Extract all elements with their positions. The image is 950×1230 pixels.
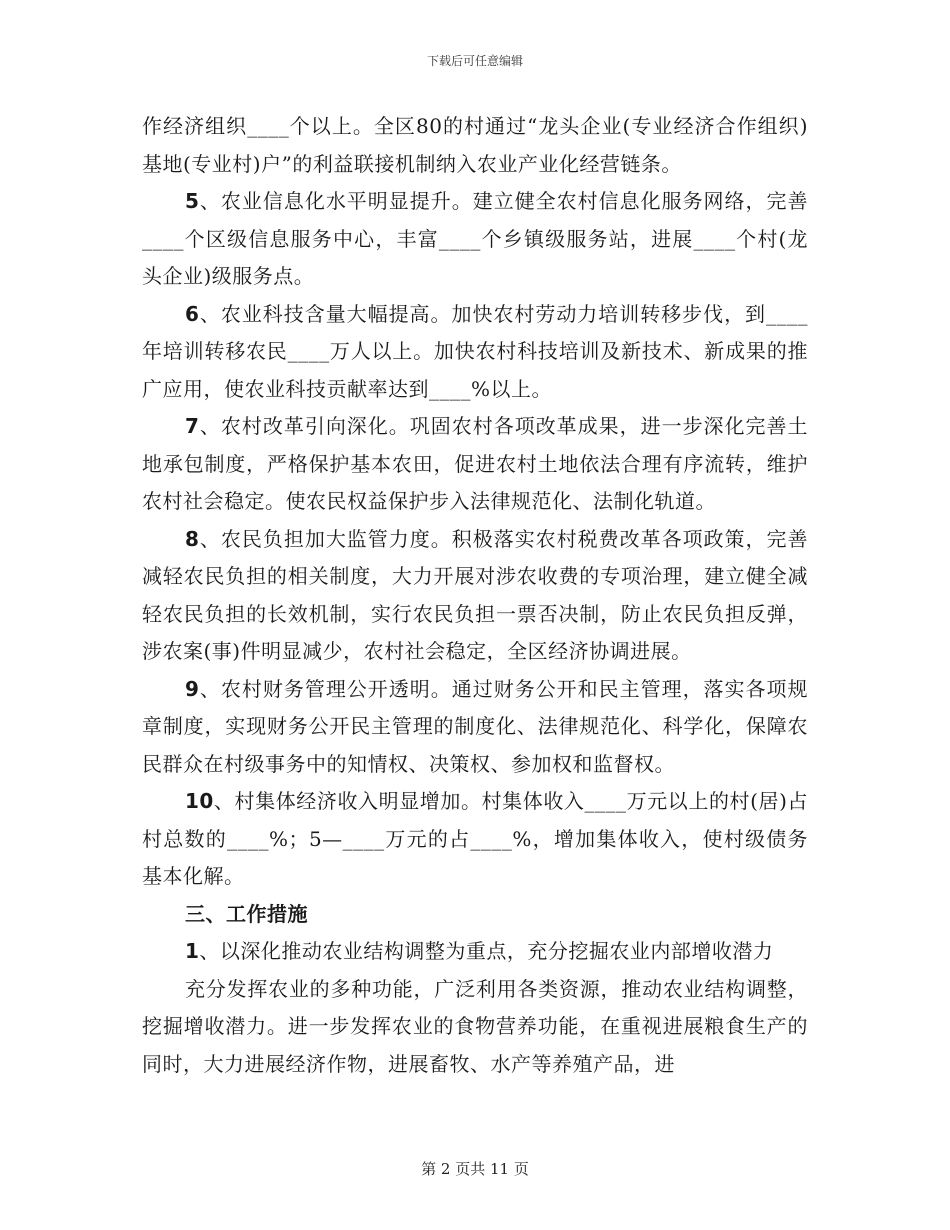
measure-heading: 1、以深化推动农业结构调整为重点，充分挖掘农业内部增收潜力: [185, 939, 774, 963]
page-header: 下载后可任意编辑: [426, 54, 523, 68]
paragraph-item-7: 7、农村改革引向深化。巩固农村各项改革成果，进一步深化完善土地承包制度，严格保护基本农田，促进农村土地依法合理有序流转，维护农村社会稳定。使农民权益保护步入法律规范化、法制化轨道。: [142, 414, 808, 513]
item-number: 7: [185, 414, 200, 438]
paragraph-item-8: 8、农民负担加大监管力度。积极落实农村税费改革各项政策，完善减轻农民负担的相关制度，大力开展对涉农收费的专项治理，建立健全减轻农民负担的长效机制，实行农民负担一票否决制，防止农民负担反弹，涉农案(事)件明显减少，农村社会稳定，全区经济协调进展。: [142, 526, 808, 663]
item-number: 10: [185, 789, 214, 813]
item-number: 6: [185, 301, 200, 326]
paragraph-final: 充分发挥农业的多种功能，广泛利用各类资源，推动农业结构调整，挖掘增收潜力。进一步发挥农业的食物营养功能，在重视进展粮食生产的同时，大力进展经济作物，进展畜牧、水产等养殖产品，进: [142, 976, 808, 1076]
item-number: 8: [185, 526, 200, 551]
item-number: 9: [185, 676, 200, 701]
paragraph-item-9: 9、农村财务管理公开透明。通过财务公开和民主管理，落实各项规章制度，实现财务公开民主管理的制度化、法律规范化、科学化，保障农民群众在村级事务中的知情权、决策权、参加权和监督权。: [142, 676, 808, 776]
page-footer: 第 2 页共 11 页: [421, 1160, 529, 1178]
paragraph-item-10: 10、村集体经济收入明显增加。村集体收入____万元以上的村(居)占村总数的____%；5—____万元的占____%，增加集体收入，使村级债务基本化解。: [142, 789, 808, 888]
paragraph-item-6: 6、农业科技含量大幅提高。加快农村劳动力培训转移步伐，到____年培训转移农民____万人以上。加快农村科技培训及新技术、新成果的推广应用，使农业科技贡献率达到____%以上。: [142, 301, 808, 401]
item-number: 1: [185, 939, 200, 963]
document-body: [142, 108, 808, 1083]
paragraph-item-5: 5、农业信息化水平明显提升。建立健全农村信息化服务网络，完善____个区级信息服务中心，丰富____个乡镇级服务站，进展____个村(龙头企业)级服务点。: [142, 189, 808, 288]
paragraph-continuation: 作经济组织____个以上。全区80的村通过“龙头企业(专业经济合作组织)基地(专业村)户”的利益联接机制纳入农业产业化经营链条。: [142, 114, 808, 176]
item-number: 5: [185, 189, 200, 213]
section-heading: 三、工作措施: [185, 901, 308, 926]
